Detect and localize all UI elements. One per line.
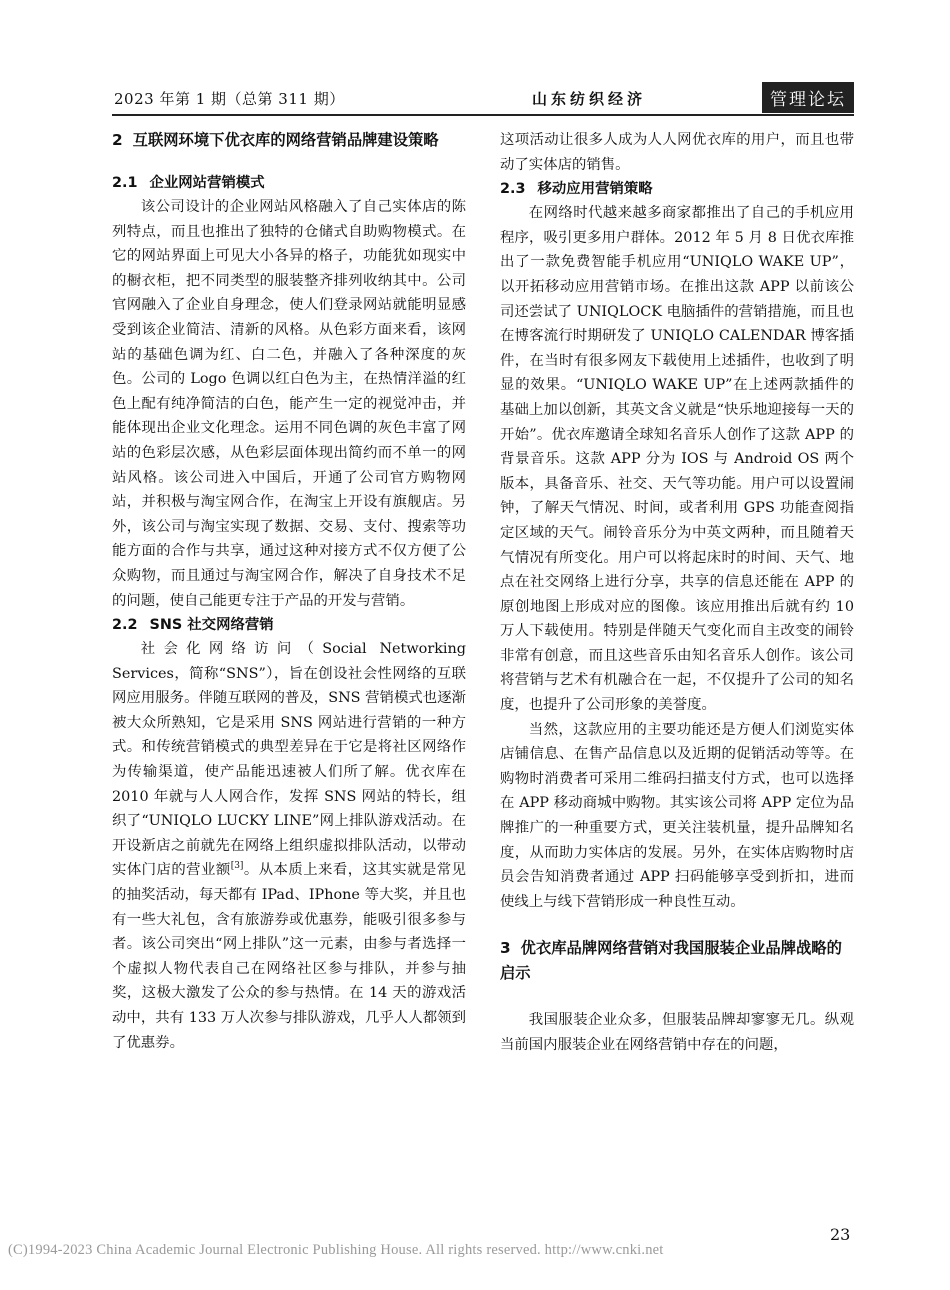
page-number: 23 — [830, 1225, 851, 1244]
section-2-3-number: 2.3 — [500, 181, 526, 198]
section-2-2-paragraph — [112, 637, 466, 1055]
section-2-3-paragraph-2: 当然，这款应用的主要功能还是方便人们浏览实体店铺信息、在售产品信息以及近期的促销活动等等。在购物时消费者可采用二维码扫描支付方式，也可以选择在 APP 移动商城中购物。其实该公司将 APP 定位为品牌推广的一种重要方式，更关注装机量，提升品牌知名度，从而助力实体店的发展。另外，在实体店购物时店员会告知消费者通过 APP 扫码能够享受到折扣，进而使线上与线下营销形成一种良性互动。 — [500, 721, 854, 910]
copyright-footer: (C)1994-2023 China Academic Journal Electronic Publishing House. All rights reserved. http://www.cnki.net — [8, 1242, 664, 1258]
column-badge: 管理论坛 — [762, 82, 854, 113]
section-2-1-heading — [112, 171, 466, 195]
section-2-1-title: 企业网站营销模式 — [149, 175, 265, 191]
section-2-2-text-b: 。从本质上来看，这其实就是常见的抽奖活动，每天都有 IPad、IPhone 等大奖，并且也有一些大礼包，含有旅游券或优惠券，能吸引很多参与者。该公司突出“网上排队”这一元素，由参与者选择一个虚拟人物代表自己在网络社区参与排队，并参与抽奖，这极大激发了公众的参与热情。在 14 天的游戏活动中，共有 133 万人次参与排队游戏，几乎人人都领到了优惠券。 — [112, 862, 466, 1051]
section-2-3-paragraph-1: 在网络时代越来越多商家都推出了自己的手机应用程序，吸引更多用户群体。2012 年 5 月 8 日优衣库推出了一款免费智能手机应用“UNIQLO WAKE UP”，以开拓移动应用营销市场。在推出这款 APP 以前该公司还尝试了 UNIQLOCK 电脑插件的营销措施，而且也在博客流行时期研发了 UNIQLO CALENDAR 博客插件，在当时有很多网友下载使用上述插件，也收到了明显的效果。“UNIQLO WAKE UP”在上述两款插件的基础上加以创新，其英文含义就是“快乐地迎接每一天的开始”。优衣库邀请全球知名音乐人创作了这款 APP 的背景音乐。这款 APP 分为 IOS 与 Android OS 两个版本，具备音乐、社交、天气等功能。用户可以设置闹钟，了解天气情况、时间，或者利用 GPS 功能查阅指定区域的天气。闹铃音乐分为中英文两种，而且随着天气情况有所变化。用户可以将起床时的时间、天气、地点在社交网络上进行分享，共享的信息还能在 APP 的原创地图上形成对应的图像。该应用推出后就有约 10 万人下载使用。特别是伴随天气变化而自主改变的闹铃非常有创意，而且这些音乐由知名音乐人创作。该公司将营销与艺术有机融合在一起，不仅提升了公司的知名度，也提升了公司形象的美誉度。 — [500, 205, 854, 714]
section-3-title: 优衣库品牌网络营销对我国服装企业品牌战略的启示 — [500, 939, 842, 983]
journal-name: 山东纺织经济 — [532, 90, 647, 108]
section-2-3-title: 移动应用营销策略 — [537, 181, 653, 198]
continued-paragraph: 这项活动让很多人成为人人网优衣库的用户，而且也带动了实体店的销售。 — [500, 132, 854, 173]
running-header — [112, 86, 854, 116]
section-2-title: 互联网环境下优衣库的网络营销品牌建设策略 — [132, 131, 439, 149]
section-2-3-heading — [500, 177, 854, 201]
section-2-number: 2 — [112, 131, 123, 149]
section-3-heading — [500, 936, 854, 986]
left-column — [112, 128, 466, 1055]
right-column — [500, 128, 854, 1058]
citation-ref: [3] — [230, 861, 244, 872]
section-2-2-text-a: 社会化网络访问（Social Networking Services，简称“SNS”），旨在创设社会性网络的互联网应用服务。伴随互联网的普及，SNS 营销模式也逐渐被大众所熟知，它是采用 SNS 网站进行营销的一种方式。和传统营销模式的典型差异在于它是将社区网络作为传输渠道，使产品能迅速被人们所了解。优衣库在 2010 年就与人人网合作，发挥 SNS 网站的特长，组织了“UNIQLO LUCKY LINE”网上排队游戏活动。在开设新店之前就先在网络上组织虚拟排队活动，以带动实体门店的营业额 — [112, 641, 466, 879]
section-2-1-paragraph: 该公司设计的企业网站风格融入了自己实体店的陈列特点，而且也推出了独特的仓储式自助购物模式。在它的网站界面上可见大小各异的格子，功能犹如现实中的橱衣柜，把不同类型的服装整齐排列收纳其中。公司官网融入了企业自身理念，使人们登录网站就能明显感受到该企业简洁、清新的风格。从色彩方面来看，该网站的基础色调为红、白二色，并融入了各种深度的灰色。公司的 Logo 色调以红白色为主，在热情洋溢的红色上配有纯净简洁的白色，能产生一定的视觉冲击，并能体现出企业文化理念。运用不同色调的灰色丰富了网站的色彩层次感，从色彩层面体现出简约而不单一的网站风格。该公司进入中国后，开通了公司官方购物网站，并积极与淘宝网合作，在淘宝上开设有旗舰店。另外，该公司与淘宝实现了数据、交易、支付、搜索等功能方面的合作与共享，通过这种对接方式不仅方便了公众购物，而且通过与淘宝网合作，解决了自身技术不足的问题，使自己能更专注于产品的开发与营销。 — [112, 199, 466, 609]
section-2-2-heading — [112, 613, 466, 637]
section-2-2-number: 2.2 — [112, 617, 138, 634]
section-2-heading — [112, 128, 466, 153]
section-3-number: 3 — [500, 939, 511, 958]
section-2-2-title: SNS 社交网络营销 — [149, 617, 274, 634]
section-3-paragraph: 我国服装企业众多，但服装品牌却寥寥无几。纵观当前国内服装企业在网络营销中存在的问题， — [500, 1012, 854, 1053]
section-2-1-number: 2.1 — [112, 175, 138, 191]
issue-label: 2023 年第 1 期（总第 311 期） — [114, 90, 345, 108]
